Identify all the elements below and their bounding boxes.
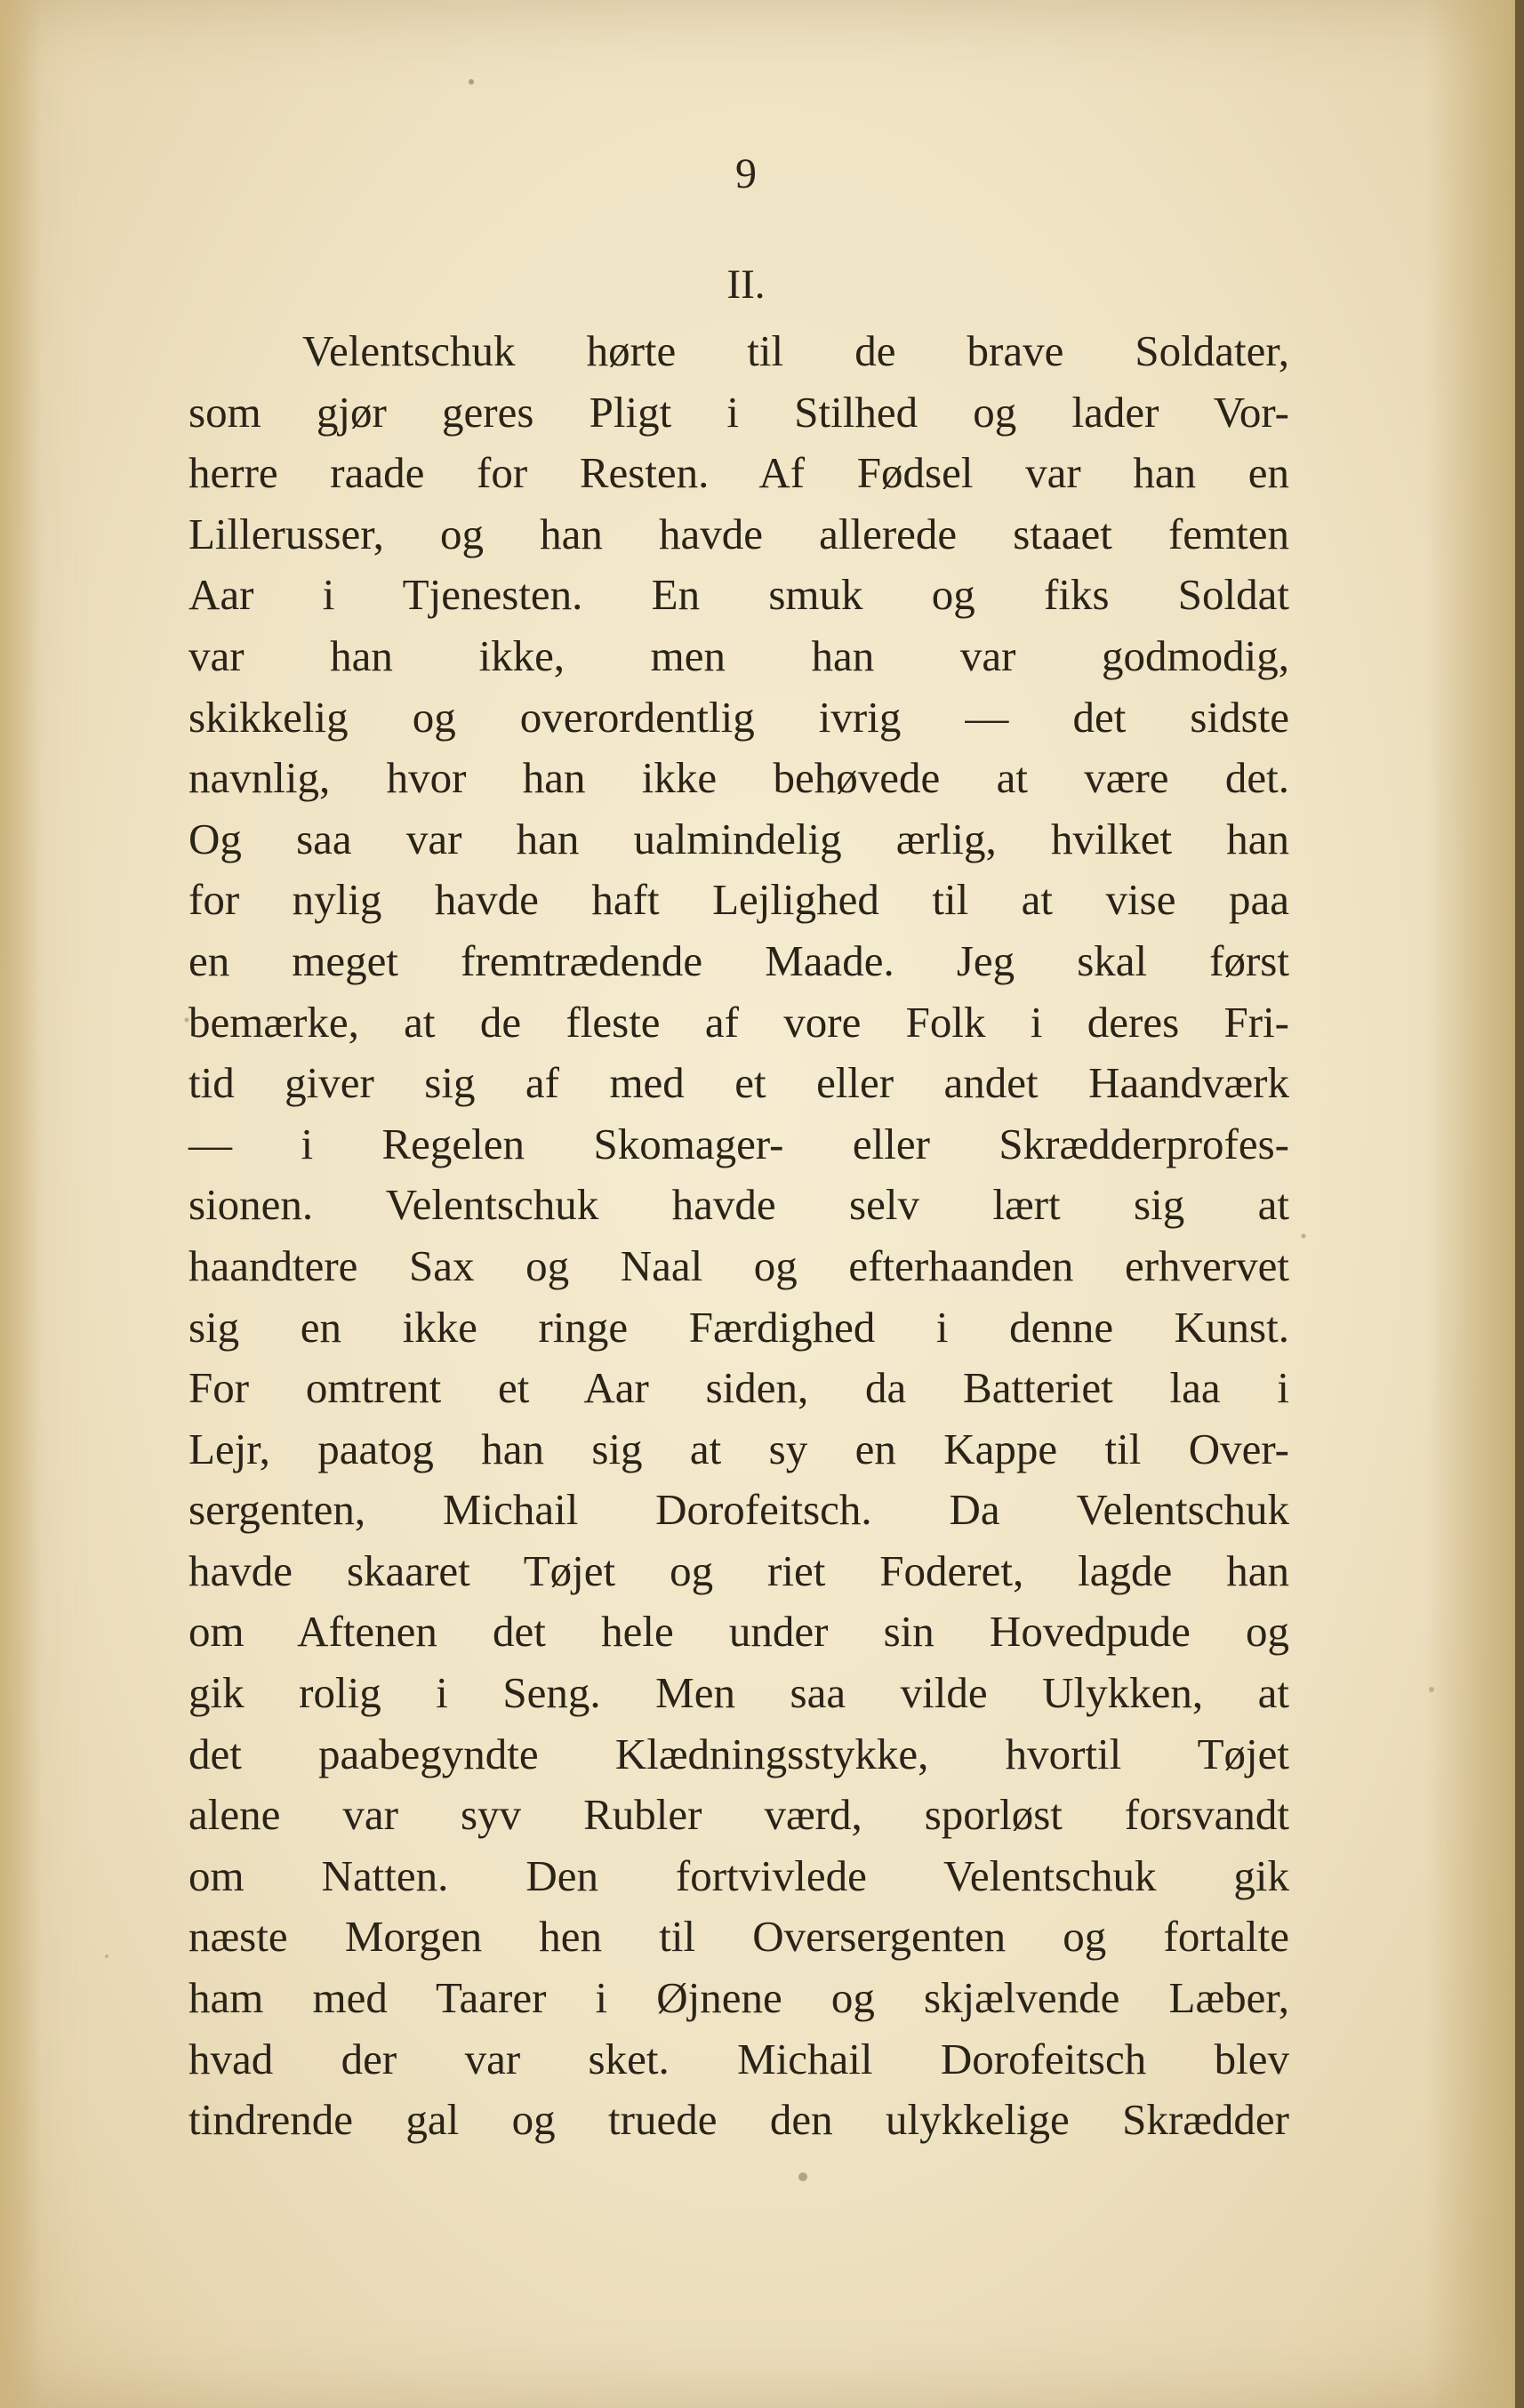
text-line: Og saa var han ualmindelig ærlig, hvilket han [188,814,1289,863]
text-line: For omtrent et Aar siden, da Batteriet laa i [188,1363,1289,1413]
text-line: navnlig, hvor han ikke behøvede at være det. [188,753,1289,803]
text-line: skikkelig og overordentlig ivrig — det sidste [188,692,1289,742]
text-line: alene var syv Rubler værd, sporløst forsvandt [188,1790,1289,1840]
text-line: sig en ikke ringe Færdighed i denne Kunst. [188,1302,1289,1352]
text-line: en meget fremtrædende Maade. Jeg skal først [188,935,1289,985]
text-line: Velentschuk hørte til de brave Soldater, [302,326,1289,375]
page-number: 9 [735,150,757,197]
text-line: om Natten. Den fortvivlede Velentschuk gik [188,1850,1289,1900]
text-line: Aar i Tjenesten. En smuk og fiks Soldat [188,570,1289,620]
body-text [188,321,1289,2151]
text-line: om Aftenen det hele under sin Hovedpude og [188,1607,1289,1657]
text-line: bemærke, at de fleste af vore Folk i deres Fri- [188,997,1289,1047]
chapter-heading: II. [726,261,766,308]
text-line: havde skaaret Tøjet og riet Foderet, lagde han [188,1545,1289,1595]
text-line: haandtere Sax og Naal og efterhaanden erhvervet [188,1240,1289,1290]
text-line: var han ikke, men han var godmodig, [188,630,1289,680]
text-line: Lillerusser, og han havde allerede staaet femten [188,509,1289,558]
text-line: herre raade for Resten. Af Fødsel var han en [188,448,1289,498]
text-line: ham med Taarer i Øjnene og skjælvende Læber, [188,1973,1289,2023]
text-line: — i Regelen Skomager- eller Skrædderprofes- [188,1119,1289,1168]
text-line: næste Morgen hen til Oversergenten og fortalte [188,1912,1289,1962]
text-line: tid giver sig af med et eller andet Haandværk [188,1058,1289,1108]
text-line: tindrende gal og truede den ulykkelige Skrædder [188,2095,1289,2145]
text-line: som gjør geres Pligt i Stilhed og lader Vor- [188,387,1289,437]
text-line: det paabegyndte Klædningsstykke, hvortil Tøjet [188,1729,1289,1778]
text-line: hvad der var sket. Michail Dorofeitsch blev [188,2034,1289,2083]
text-line: gik rolig i Seng. Men saa vilde Ulykken, at [188,1668,1289,1718]
text-line: Lejr, paatog han sig at sy en Kappe til Over- [188,1424,1289,1473]
text-line: for nylig havde haft Lejlighed til at vise paa [188,875,1289,925]
text-line: sionen. Velentschuk havde selv lært sig at [188,1180,1289,1230]
text-line: sergenten, Michail Dorofeitsch. Da Velentschuk [188,1485,1289,1535]
